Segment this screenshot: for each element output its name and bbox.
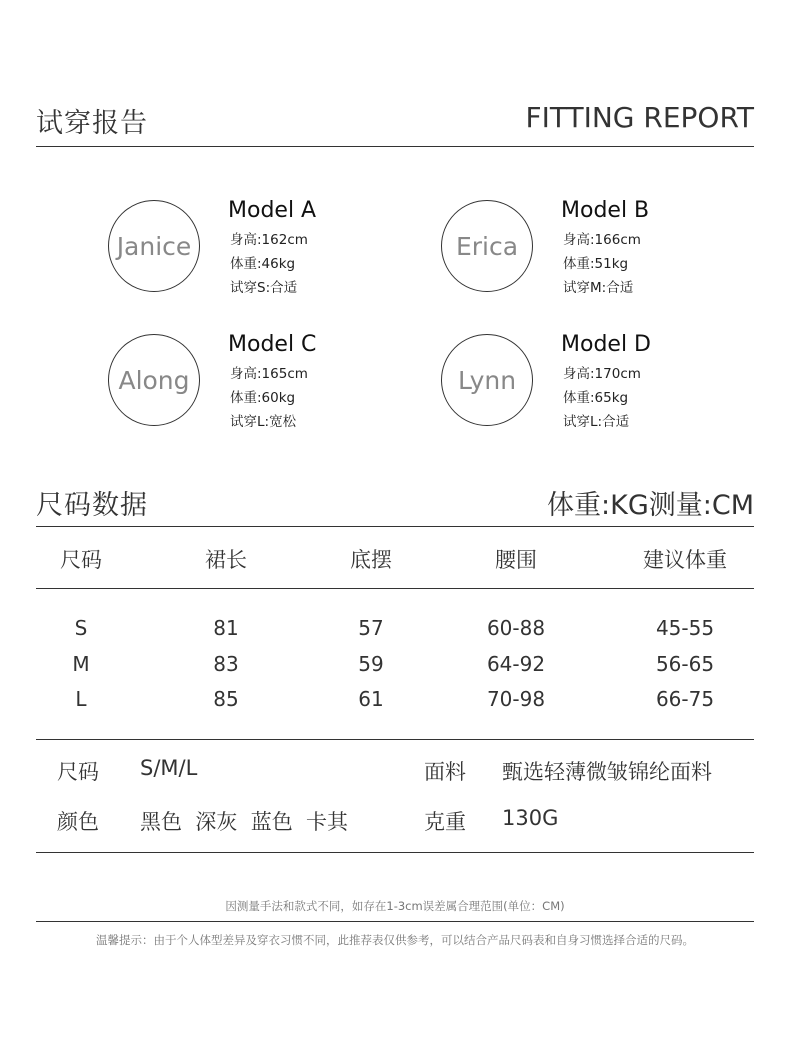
model-height: 身高:170cm — [563, 366, 641, 382]
weight-value: 130G — [502, 806, 559, 830]
model-name: Model C — [228, 332, 317, 357]
table-header-size: 尺码 — [60, 548, 102, 572]
table-cell: 61 — [358, 687, 384, 711]
color-label: 颜色 — [57, 810, 99, 834]
table-header-hem: 底摆 — [350, 548, 392, 572]
model-fit: 试穿L:合适 — [563, 414, 630, 430]
weight-label: 克重 — [424, 810, 466, 834]
model-card-c — [108, 334, 438, 434]
model-weight: 体重:60kg — [230, 390, 296, 406]
model-name: Model A — [228, 198, 317, 223]
model-avatar: Along — [108, 334, 200, 426]
model-avatar: Janice — [108, 200, 200, 292]
size-label: 尺码 — [57, 760, 99, 784]
size-section-title: 尺码数据 — [36, 490, 148, 521]
page-title-en: FITTING REPORT — [525, 101, 754, 134]
model-height: 身高:165cm — [230, 366, 308, 382]
table-header-divider — [36, 588, 754, 589]
model-card-b — [441, 200, 771, 300]
table-cell: S — [74, 616, 88, 640]
table-cell: 83 — [213, 652, 239, 676]
table-cell: 66-75 — [655, 687, 715, 711]
table-cell: 57 — [358, 616, 384, 640]
model-avatar: Lynn — [441, 334, 533, 426]
model-name: Model B — [561, 198, 650, 223]
model-card-d — [441, 334, 771, 434]
model-weight: 体重:46kg — [230, 256, 296, 272]
model-height: 身高:166cm — [563, 232, 641, 248]
table-header-weight: 建议体重 — [643, 548, 727, 572]
header-divider — [36, 146, 754, 147]
info-bottom-divider — [36, 852, 754, 853]
model-fit: 试穿S:合适 — [230, 280, 298, 296]
size-value: S/M/L — [140, 756, 198, 780]
table-cell: 81 — [213, 616, 239, 640]
color-value: 黑色 深灰 蓝色 卡其 — [140, 810, 349, 834]
table-cell: M — [72, 652, 90, 676]
model-fit: 试穿L:宽松 — [230, 414, 297, 430]
page-title: 试穿报告 — [36, 108, 148, 139]
table-cell: 56-65 — [655, 652, 715, 676]
fabric-label: 面料 — [424, 760, 466, 784]
table-cell: 60-88 — [486, 616, 546, 640]
model-weight: 体重:51kg — [563, 256, 629, 272]
model-avatar: Erica — [441, 200, 533, 292]
unit-note: 体重:KG测量:CM — [547, 490, 754, 521]
model-name: Model D — [561, 332, 651, 357]
table-cell: 59 — [358, 652, 384, 676]
model-height: 身高:162cm — [230, 232, 308, 248]
size-section-divider — [36, 526, 754, 527]
table-cell: 85 — [213, 687, 239, 711]
table-bottom-divider — [36, 739, 754, 740]
measurement-note: 因测量手法和款式不同，如存在1-3cm误差属合理范围(单位：CM) — [225, 899, 565, 913]
table-cell: 64-92 — [486, 652, 546, 676]
tip-note: 温馨提示：由于个人体型差异及穿衣习惯不同，此推荐表仅供参考，可以结合产品尺码表和自身习惯选择合适的尺码。 — [96, 933, 694, 947]
fabric-value: 甄选轻薄微皱锦纶面料 — [502, 760, 712, 784]
notes-divider — [36, 921, 754, 922]
table-header-length: 裙长 — [205, 548, 247, 572]
table-cell: 45-55 — [655, 616, 715, 640]
model-card-a — [108, 200, 438, 300]
table-cell: 70-98 — [486, 687, 546, 711]
model-weight: 体重:65kg — [563, 390, 629, 406]
table-header-waist: 腰围 — [495, 548, 537, 572]
model-fit: 试穿M:合适 — [563, 280, 634, 296]
table-cell: L — [75, 687, 87, 711]
